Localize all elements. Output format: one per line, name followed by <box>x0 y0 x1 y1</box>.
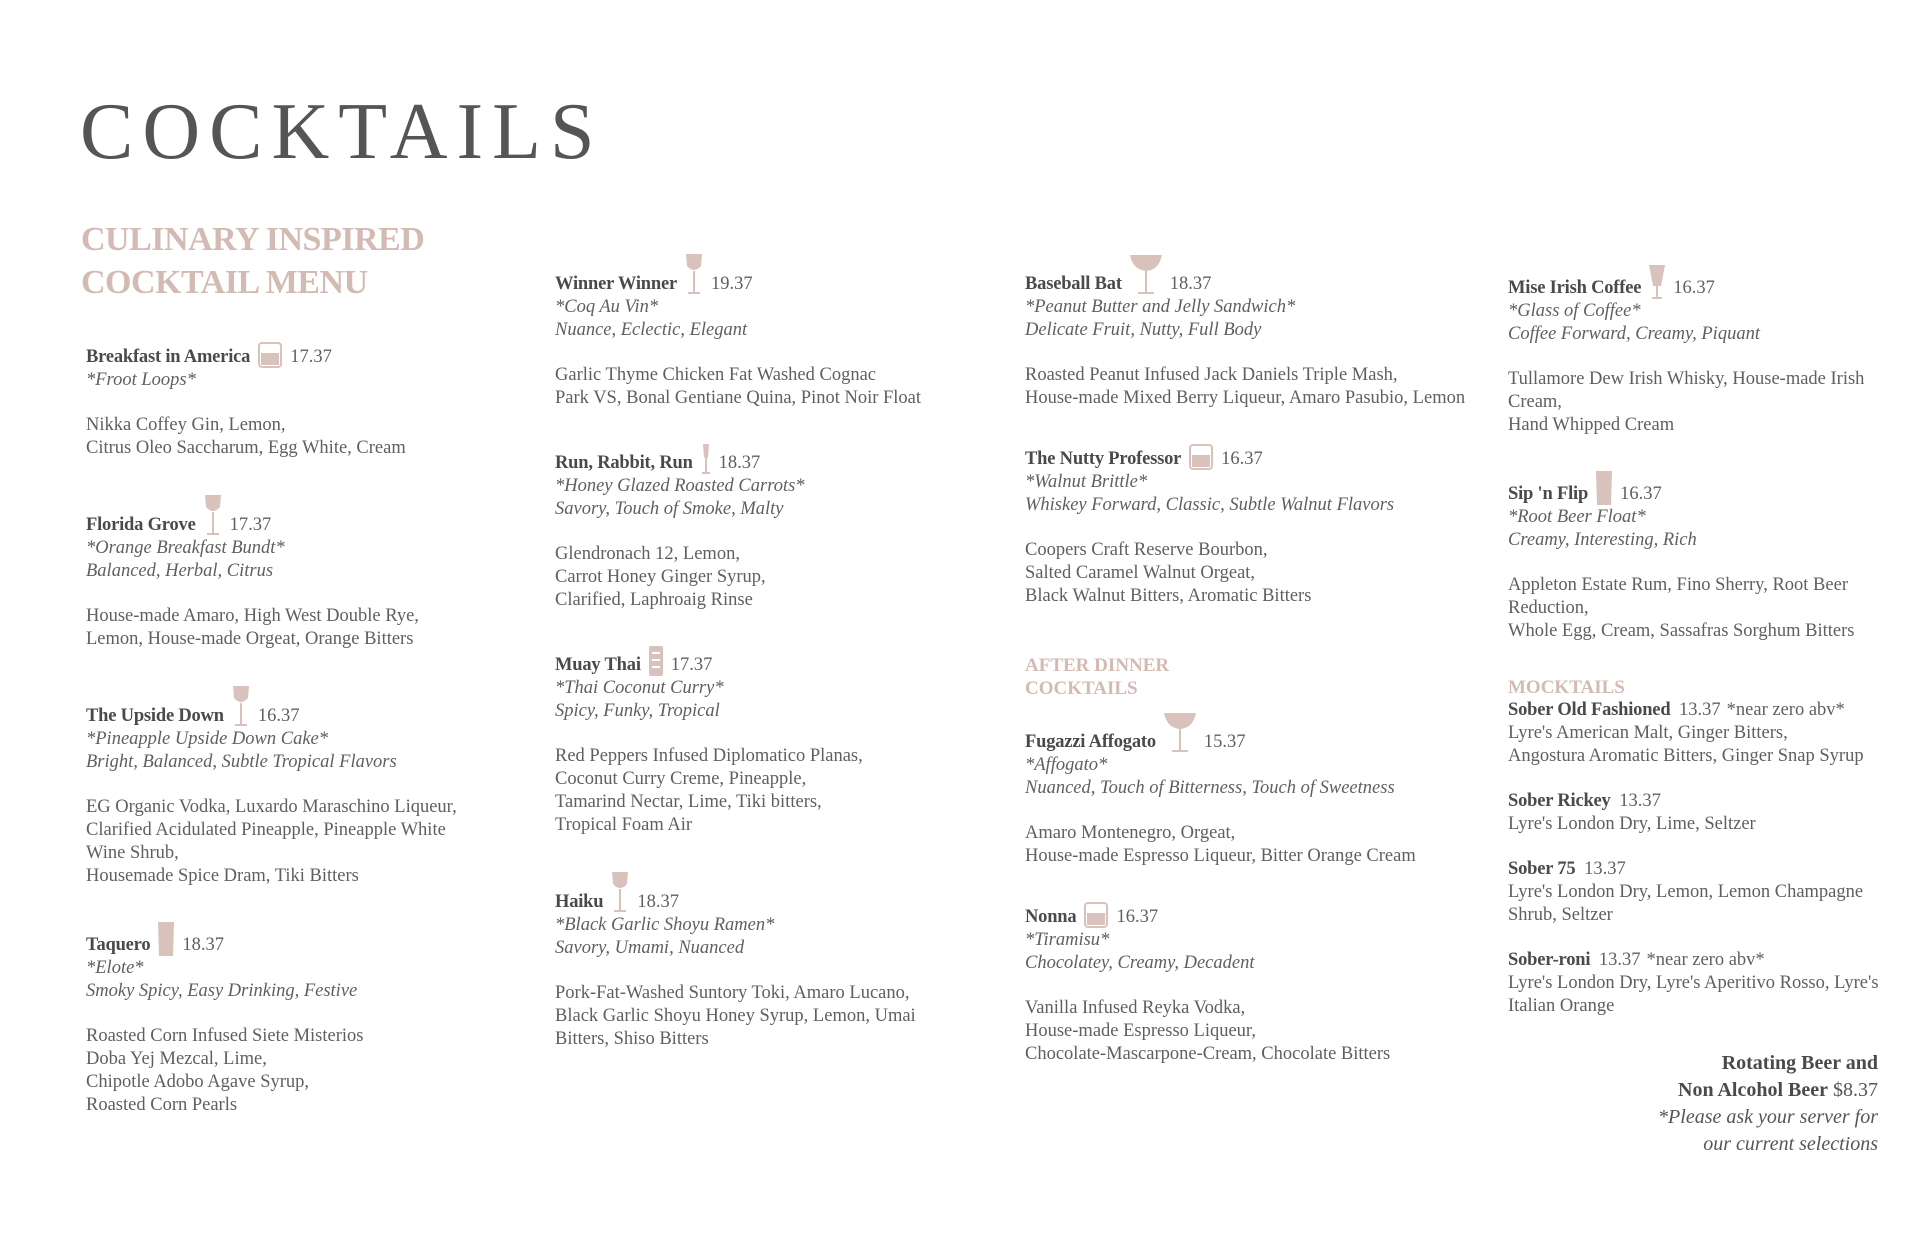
mocktail-header <box>1508 949 1918 972</box>
menu-item <box>1508 470 1918 643</box>
ingredient-line: Clarified, Laphroaig Rinse <box>555 590 753 610</box>
menu-column-1 <box>86 341 496 1150</box>
cocktail-tasting-notes: Nuanced, Touch of Bitterness, Touch of Sweetness <box>1025 778 1395 798</box>
ingredient-line: Lyre's London Dry, Lime, Seltzer <box>1508 814 1756 834</box>
ingredient-line: Chocolate-Mascarpone-Cream, Chocolate Bitters <box>1025 1044 1391 1064</box>
ingredient-line: Lemon, House-made Orgeat, Orange Bitters <box>86 629 414 649</box>
mocktail-price: 13.37 <box>1598 950 1641 970</box>
cocktail-price: 16.37 <box>1221 449 1263 469</box>
menu-item <box>1025 443 1435 608</box>
cocktail-inspiration: *Elote* <box>86 958 144 978</box>
ingredient-line: Chipotle Adobo Agave Syrup, <box>86 1072 310 1092</box>
cocktail-price: 17.37 <box>229 515 272 535</box>
mocktail-header <box>1508 699 1918 722</box>
page-title: COCKTAILS <box>80 88 604 176</box>
mocktail-item <box>1508 790 1918 836</box>
server-note: *Please ask your server for <box>1658 1106 1878 1128</box>
menu-item-header <box>86 684 496 728</box>
menu-item <box>86 341 496 460</box>
cocktail-price: 18.37 <box>718 453 761 473</box>
mocktail-name: Sober-roni <box>1508 950 1591 970</box>
ingredient-line: Shrub, Seltzer <box>1508 905 1613 925</box>
ingredient-line: Carrot Honey Ginger Syrup, <box>555 567 766 587</box>
ingredient-line: Amaro Montenegro, Orgeat, <box>1025 823 1236 843</box>
cocktail-ingredients <box>1025 822 1435 868</box>
ingredient-line: EG Organic Vodka, Luxardo Maraschino Liqueur, <box>86 797 457 817</box>
cocktail-price: 16.37 <box>1116 907 1159 927</box>
cocktail-inspiration: *Orange Breakfast Bundt* <box>86 538 285 558</box>
cocktail-name: Muay Thai <box>555 655 641 675</box>
ingredient-line: Wine Shrub, <box>86 843 179 863</box>
menu-item <box>1508 264 1918 437</box>
wine-glass-icon <box>610 870 630 914</box>
cocktail-tasting-notes: Delicate Fruit, Nutty, Full Body <box>1025 320 1262 340</box>
cocktail-ingredients <box>86 1025 496 1117</box>
ingredient-line: House-made Mixed Berry Liqueur, Amaro Pasubio, Lemon <box>1025 388 1466 408</box>
menu-column-3 <box>1025 252 1466 1099</box>
menu-item-header <box>555 252 965 296</box>
cocktail-name: The Nutty Professor <box>1025 449 1182 469</box>
wine-glass-icon <box>203 493 223 537</box>
ingredient-line: Garlic Thyme Chicken Fat Washed Cognac <box>555 365 876 385</box>
mocktail-list <box>1508 699 1918 1018</box>
cocktail-inspiration: *Peanut Butter and Jelly Sandwich* <box>1025 297 1296 317</box>
ingredient-line: Housemade Spice Dram, Tiki Bitters <box>86 866 359 886</box>
wine-glass-icon <box>684 252 704 296</box>
server-note: our current selections <box>1703 1133 1878 1155</box>
cocktail-tasting-notes: Chocolatey, Creamy, Decadent <box>1025 953 1255 973</box>
ingredient-line: House-made Amaro, High West Double Rye, <box>86 606 419 626</box>
cocktail-inspiration: *Honey Glazed Roasted Carrots* <box>555 476 805 496</box>
cocktail-inspiration: *Root Beer Float* <box>1508 507 1646 527</box>
after-dinner-heading <box>1025 654 1435 700</box>
mocktail-price: 13.37 <box>1584 859 1626 879</box>
rocks-glass-icon <box>1188 443 1214 471</box>
non-alcohol-beer-label: Non Alcohol Beer <box>1678 1079 1828 1101</box>
cocktail-name: Winner Winner <box>555 274 677 294</box>
cocktail-price: 18.37 <box>637 892 679 912</box>
cocktail-name: Mise Irish Coffee <box>1508 278 1642 298</box>
mocktail-item <box>1508 949 1918 1018</box>
after-dinner-items <box>1025 710 1435 1066</box>
menu-item <box>555 870 965 1051</box>
cocktail-ingredients <box>1025 997 1435 1066</box>
cocktail-name: Florida Grove <box>86 515 196 535</box>
cocktail-inspiration: *Tiramisu* <box>1025 930 1110 950</box>
ingredient-line: Cream, <box>1508 392 1562 412</box>
ingredient-line: Roasted Peanut Infused Jack Daniels Triple Mash, <box>1025 365 1398 385</box>
ingredient-line: Tullamore Dew Irish Whisky, House-made Irish <box>1508 369 1865 389</box>
menu-item <box>1025 252 1466 410</box>
cocktail-ingredients <box>555 364 965 410</box>
rotating-beer-title: Rotating Beer and <box>1721 1052 1878 1074</box>
mocktail-name: Sober Old Fashioned <box>1508 700 1671 720</box>
ingredient-line: Angostura Aromatic Bitters, Ginger Snap Syrup <box>1508 746 1864 766</box>
cocktail-price: 17.37 <box>670 655 713 675</box>
cocktail-name: Taquero <box>86 935 151 955</box>
ingredient-line: Roasted Corn Pearls <box>86 1095 238 1115</box>
ingredient-line: Reduction, <box>1508 598 1589 618</box>
cocktail-tasting-notes: Bright, Balanced, Subtle Tropical Flavors <box>86 752 397 772</box>
mocktail-price: 13.37 <box>1619 791 1661 811</box>
cocktail-ingredients <box>86 605 496 651</box>
cocktail-tasting-notes: Balanced, Herbal, Citrus <box>86 561 274 581</box>
menu-item <box>86 493 496 651</box>
heading-line: COCKTAILS <box>1025 678 1138 699</box>
cocktail-price: 16.37 <box>257 706 300 726</box>
menu-item <box>555 645 965 837</box>
cocktail-tasting-notes: Coffee Forward, Creamy, Piquant <box>1508 324 1760 344</box>
cocktail-name: Sip 'n Flip <box>1508 484 1589 504</box>
rotating-beer-note <box>1658 1050 1878 1158</box>
ingredient-line: House-made Espresso Liqueur, Bitter Orange Cream <box>1025 846 1416 866</box>
cocktail-tasting-notes: Spicy, Funky, Tropical <box>555 701 720 721</box>
cocktail-name: Nonna <box>1025 907 1077 927</box>
ingredient-line: Citrus Oleo Saccharum, Egg White, Cream <box>86 438 406 458</box>
cocktail-inspiration: *Pineapple Upside Down Cake* <box>86 729 328 749</box>
menu-item-header <box>1025 901 1435 929</box>
menu-column-4 <box>1508 264 1918 1040</box>
beer-price: $8.37 <box>1833 1079 1878 1101</box>
mocktail-name: Sober Rickey <box>1508 791 1611 811</box>
menu-item-header <box>86 493 496 537</box>
menu-item <box>86 684 496 888</box>
cocktail-inspiration: *Coq Au Vin* <box>555 297 659 317</box>
cocktail-name: Haiku <box>555 892 604 912</box>
mocktails-heading: MOCKTAILS <box>1508 677 1625 698</box>
cocktail-name: Fugazzi Affogato <box>1025 732 1156 752</box>
coupe-glass-icon <box>1129 252 1163 296</box>
cocktail-inspiration: *Thai Coconut Curry* <box>555 678 724 698</box>
highball-glass-icon <box>157 921 175 957</box>
ingredient-line: Clarified Acidulated Pineapple, Pineapple White <box>86 820 446 840</box>
cocktail-ingredients <box>86 796 496 888</box>
ingredient-line: Park VS, Bonal Gentiane Quina, Pinot Noir Float <box>555 388 922 408</box>
ingredient-line: Black Walnut Bitters, Aromatic Bitters <box>1025 586 1312 606</box>
menu-item <box>555 252 965 410</box>
mocktail-item <box>1508 699 1918 768</box>
cocktail-name: Run, Rabbit, Run <box>555 453 693 473</box>
ingredient-line: Bitters, Shiso Bitters <box>555 1029 709 1049</box>
mocktail-header <box>1508 790 1918 813</box>
ingredient-line: Pork-Fat-Washed Suntory Toki, Amaro Lucano, <box>555 983 910 1003</box>
tiki-glass-icon <box>648 645 664 677</box>
cocktail-ingredients <box>86 414 496 460</box>
menu-item-header <box>1508 470 1918 506</box>
cocktail-price: 18.37 <box>1169 274 1212 294</box>
ingredient-line: Lyre's London Dry, Lyre's Aperitivo Rosso, Lyre's <box>1508 973 1879 993</box>
mocktail-note: *near zero abv* <box>1646 950 1765 970</box>
cocktail-inspiration: *Glass of Coffee* <box>1508 301 1641 321</box>
menu-item-header <box>1025 252 1435 296</box>
wine-glass-icon <box>231 684 251 728</box>
subtitle-line: CULINARY INSPIRED <box>81 221 425 258</box>
mocktails-section <box>1508 676 1918 1018</box>
menu-item-header <box>1025 710 1435 754</box>
ingredient-line: Hand Whipped Cream <box>1508 415 1675 435</box>
ingredient-line: Lyre's American Malt, Ginger Bitters, <box>1508 723 1788 743</box>
menu-item-header <box>86 341 496 369</box>
mocktail-note: *near zero abv* <box>1726 700 1845 720</box>
ingredient-line: House-made Espresso Liqueur, <box>1025 1021 1256 1041</box>
cocktail-inspiration: *Black Garlic Shoyu Ramen* <box>555 915 775 935</box>
cocktail-tasting-notes: Creamy, Interesting, Rich <box>1508 530 1697 550</box>
cocktail-tasting-notes: Savory, Umami, Nuanced <box>555 938 745 958</box>
mocktail-price: 13.37 <box>1679 700 1721 720</box>
cocktail-name: Breakfast in America <box>86 347 251 367</box>
ingredient-line: Italian Orange <box>1508 996 1615 1016</box>
ingredient-line: Salted Caramel Walnut Orgeat, <box>1025 563 1256 583</box>
cocktail-price: 17.37 <box>290 347 332 367</box>
menu-item <box>1025 710 1435 868</box>
ingredient-line: Coopers Craft Reserve Bourbon, <box>1025 540 1268 560</box>
ingredient-line: Tropical Foam Air <box>555 815 693 835</box>
menu-subtitle <box>81 218 424 304</box>
cocktail-ingredients <box>555 745 965 837</box>
menu-item <box>1025 901 1435 1066</box>
cocktail-tasting-notes: Whiskey Forward, Classic, Subtle Walnut Flavors <box>1025 495 1395 515</box>
ingredient-line: Appleton Estate Rum, Fino Sherry, Root Beer <box>1508 575 1848 595</box>
cocktail-name: Baseball Bat <box>1025 274 1122 294</box>
cocktail-inspiration: *Froot Loops* <box>86 370 196 390</box>
heading-line: AFTER DINNER <box>1025 655 1170 676</box>
menu-item <box>555 443 965 612</box>
cocktail-inspiration: *Walnut Brittle* <box>1025 472 1148 492</box>
cocktail-tasting-notes: Savory, Touch of Smoke, Malty <box>555 499 784 519</box>
cocktail-price: 16.37 <box>1620 484 1662 504</box>
cocktail-tasting-notes: Smoky Spicy, Easy Drinking, Festive <box>86 981 358 1001</box>
cocktail-ingredients <box>1025 539 1435 608</box>
ingredient-line: Red Peppers Infused Diplomatico Planas, <box>555 746 863 766</box>
ingredient-line: Tamarind Nectar, Lime, Tiki bitters, <box>555 792 822 812</box>
ingredient-line: Glendronach 12, Lemon, <box>555 544 740 564</box>
column-3-items <box>1025 252 1466 608</box>
coupe-glass-icon <box>1163 710 1197 754</box>
ingredient-line: Roasted Corn Infused Siete Misterios <box>86 1026 364 1046</box>
mocktail-item <box>1508 858 1918 927</box>
cocktail-ingredients <box>1508 574 1918 643</box>
menu-item-header <box>555 870 965 914</box>
cocktail-name: The Upside Down <box>86 706 224 726</box>
cocktail-price: 19.37 <box>710 274 753 294</box>
menu-item-header <box>1025 443 1435 471</box>
flute-glass-icon <box>700 443 712 475</box>
ingredient-line: Lyre's London Dry, Lemon, Lemon Champagne <box>1508 882 1864 902</box>
cocktail-inspiration: *Affogato* <box>1025 755 1108 775</box>
menu-item-header <box>555 645 965 677</box>
rocks-glass-icon <box>257 341 283 369</box>
rocks-glass-icon <box>1083 901 1109 929</box>
ingredient-line: Doba Yej Mezcal, Lime, <box>86 1049 267 1069</box>
menu-item-header <box>555 443 965 475</box>
ingredient-line: Whole Egg, Cream, Sassafras Sorghum Bitters <box>1508 621 1855 641</box>
subtitle-line: COCKTAIL MENU <box>81 264 368 301</box>
cocktail-ingredients <box>555 543 965 612</box>
cocktail-ingredients <box>555 982 965 1051</box>
ingredient-line: Nikka Coffey Gin, Lemon, <box>86 415 286 435</box>
cocktail-ingredients <box>1025 364 1466 410</box>
ingredient-line: Black Garlic Shoyu Honey Syrup, Lemon, Umai <box>555 1006 916 1026</box>
highball-glass-icon <box>1595 470 1613 506</box>
cocktail-price: 16.37 <box>1673 278 1715 298</box>
mocktail-header <box>1508 858 1918 881</box>
cocktail-tasting-notes: Nuance, Eclectic, Elegant <box>555 320 748 340</box>
cocktail-price: 15.37 <box>1203 732 1246 752</box>
menu-column-2 <box>555 252 965 1084</box>
cocktail-price: 18.37 <box>182 935 225 955</box>
ingredient-line: Coconut Curry Creme, Pineapple, <box>555 769 807 789</box>
after-dinner-section <box>1025 654 1435 1066</box>
cocktail-ingredients <box>1508 368 1918 437</box>
menu-item-header <box>86 921 496 957</box>
menu-item <box>86 921 496 1117</box>
mocktail-name: Sober 75 <box>1508 859 1576 879</box>
menu-item-header <box>1508 264 1918 300</box>
ingredient-line: Vanilla Infused Reyka Vodka, <box>1025 998 1246 1018</box>
column-4-items <box>1508 264 1918 643</box>
irish-coffee-glass-icon <box>1648 264 1666 300</box>
